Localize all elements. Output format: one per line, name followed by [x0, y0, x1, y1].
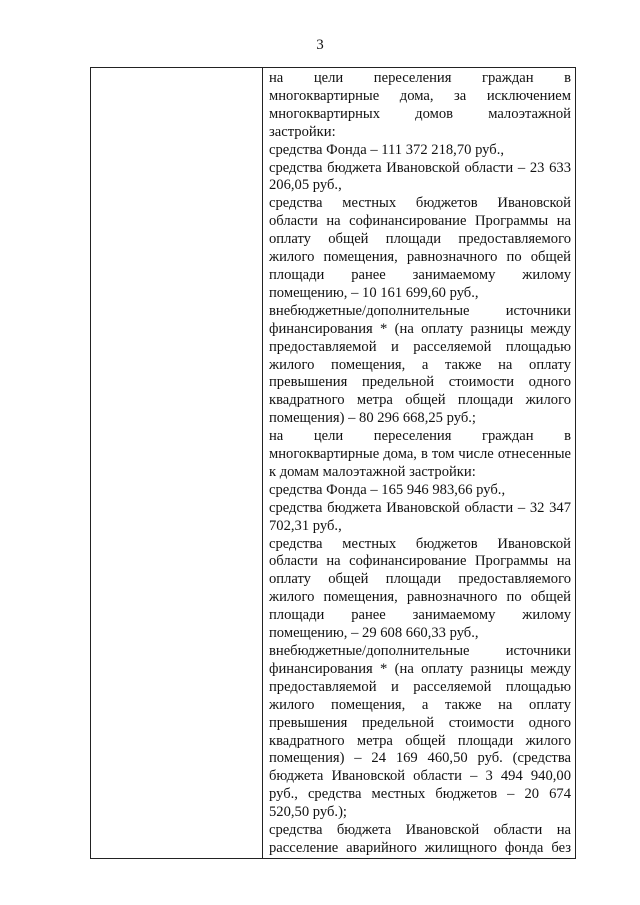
paragraph-extrabudgetary-2: внебюджетные/дополнительные источники финансирования * (на оплату разницы между предоставляемой и расселяемой площадью жилого помещения, а также на оплату превышения предельной стоимости одного квадратного метра общей площади жилого помещения) – 24 169 460,50 руб. (средства бюджета Ивановской области – 3 494 940,00 руб., средства местных бюджетов – 20 674 520,50 руб.);	[269, 643, 571, 821]
funding-table	[90, 67, 576, 859]
table-cell-right	[263, 68, 576, 859]
paragraph-extrabudgetary-1: внебюджетные/дополнительные источники финансирования * (на оплату разницы между предоставляемой и расселяемой площадью жилого помещения, а также на оплату превышения предельной стоимости одного квадратного метра общей площади жилого помещения) – 80 296 668,25 руб.;	[269, 302, 571, 427]
paragraph-regional-budget-1: средства бюджета Ивановской области – 23 633 206,05 руб.,	[269, 159, 571, 194]
paragraph-regional-resettlement: средства бюджета Ивановской области на расселение аварийного жилищного фонда без	[269, 822, 571, 856]
paragraph-lowrise-purpose: на цели переселения граждан в многоквартирные дома, в том числе отнесенные к домам малоэтажной застройки:	[269, 428, 571, 480]
paragraph-mkd-purpose: на цели переселения граждан в многоквартирные дома, за исключением многоквартирных домов малоэтажной застройки:	[269, 70, 571, 140]
paragraph-local-budgets-1: средства местных бюджетов Ивановской области на софинансирование Программы на оплату общей площади предоставляемого жилого помещения, равнозначного по общей площади ранее занимаемому жилому помещению, – 10 161 699,60 руб.,	[269, 195, 571, 301]
paragraph-fund-2: средства Фонда – 165 946 983,66 руб.,	[269, 481, 506, 498]
paragraph-regional-budget-2: средства бюджета Ивановской области – 32 347 702,31 руб.,	[269, 499, 571, 534]
paragraph-local-budgets-2: средства местных бюджетов Ивановской области на софинансирование Программы на оплату общей площади предоставляемого жилого помещения, равнозначного по общей площади ранее занимаемому жилому помещению, – 29 608 660,33 руб.,	[269, 535, 571, 642]
table-cell-left	[91, 68, 263, 859]
paragraph-fund-1: средства Фонда – 111 372 218,70 руб.,	[269, 141, 505, 158]
table-row	[91, 68, 576, 859]
funding-text	[263, 68, 575, 858]
page-number: 3	[316, 37, 324, 53]
